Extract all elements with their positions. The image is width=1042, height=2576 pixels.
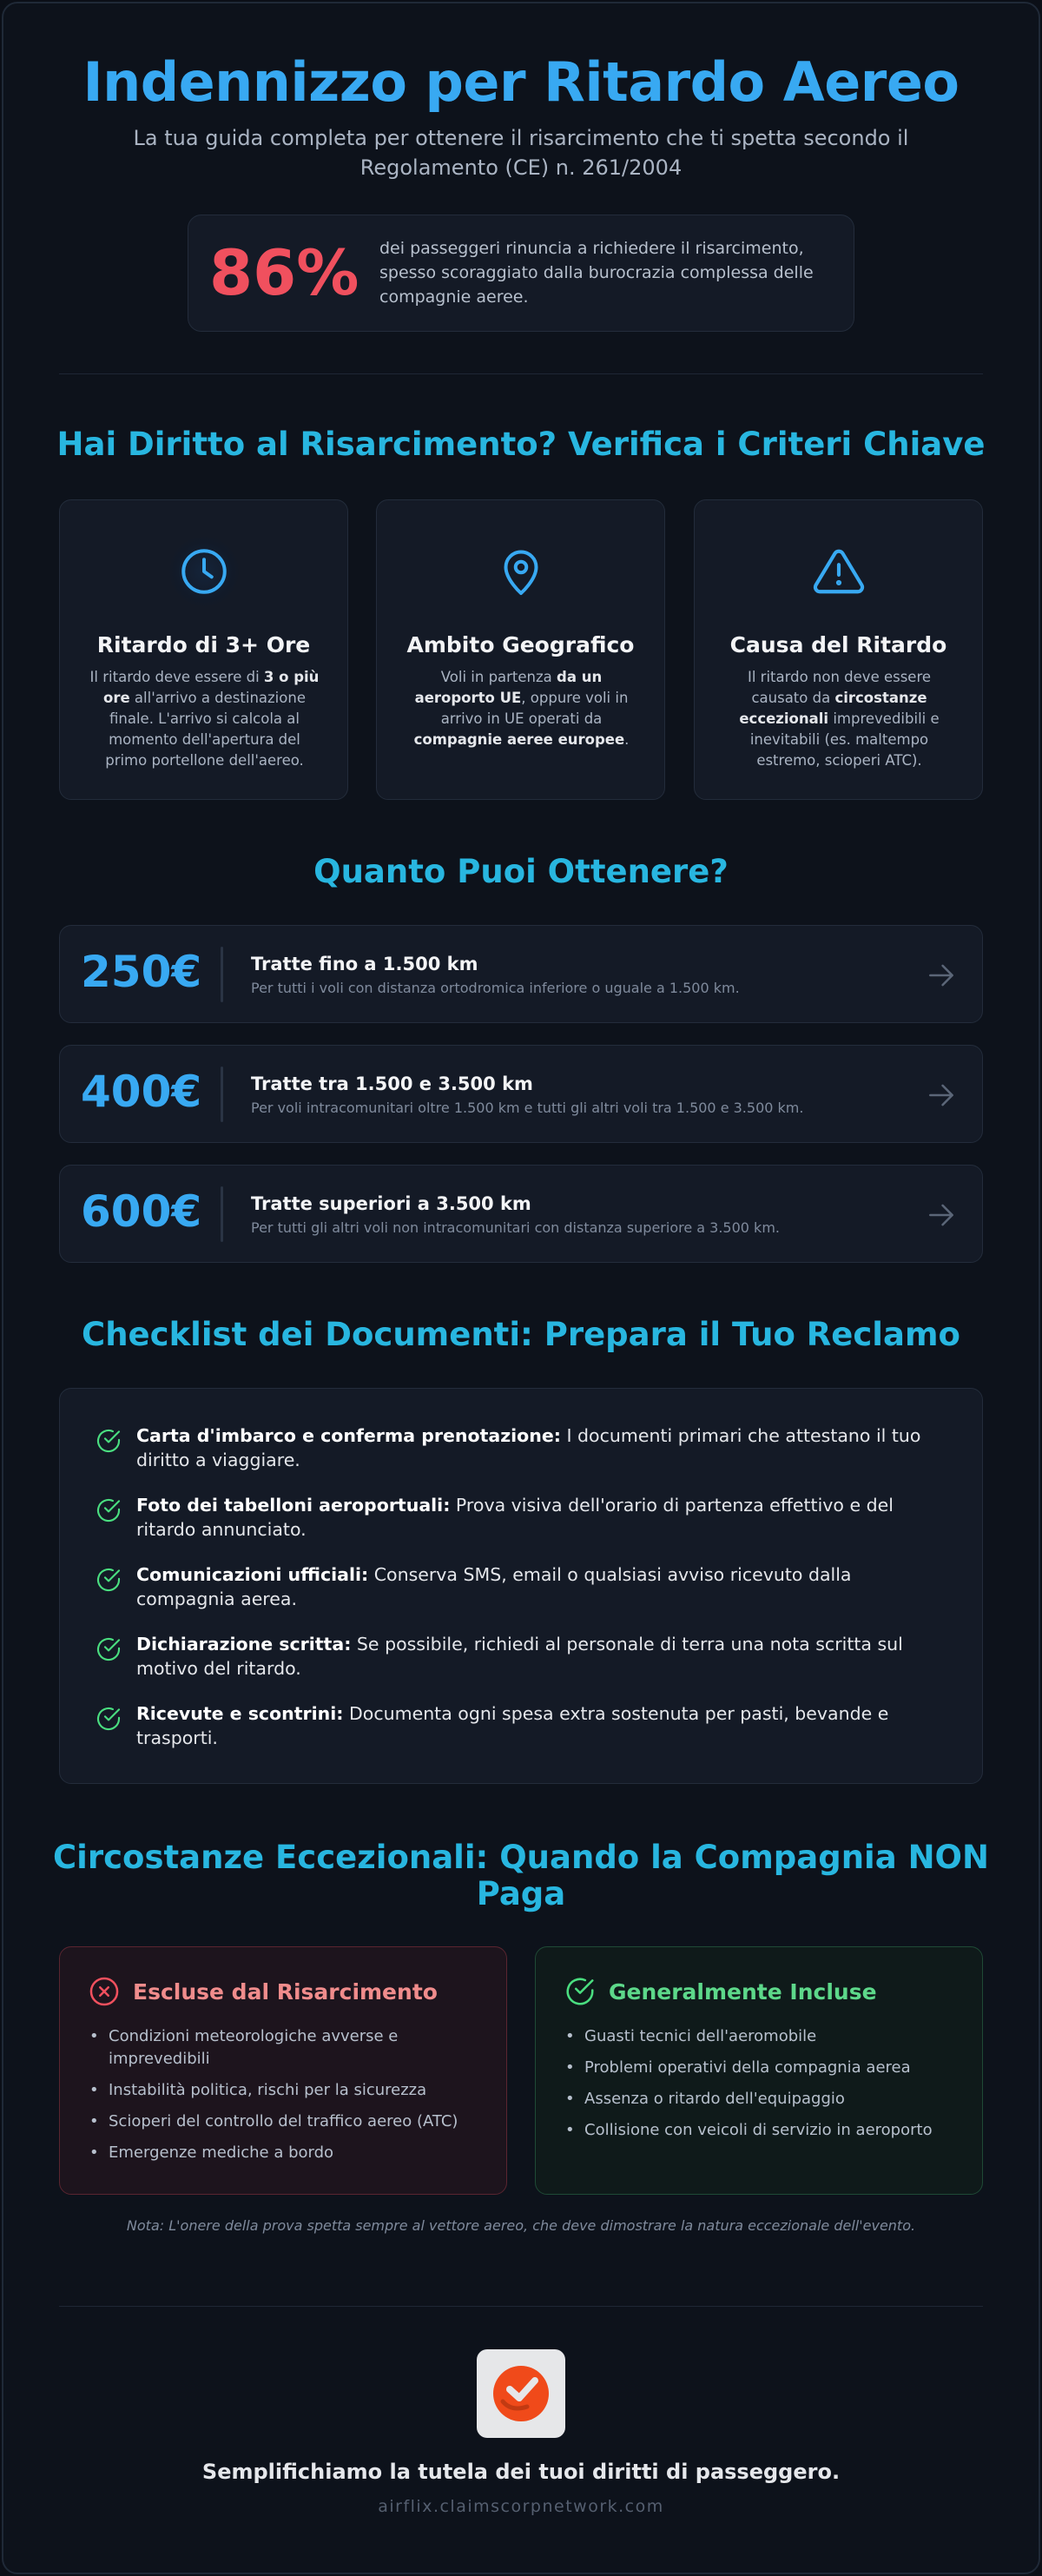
amount-row[interactable] [59, 1165, 983, 1263]
criteria-card-geography [376, 499, 665, 800]
card-text: Voli in partenza da un aeroporto UE, oppure voli in arrivo in UE operati da compagnie aeree europee. [413, 669, 630, 748]
brand-logo[interactable] [477, 2349, 565, 2438]
map-pin-icon [486, 537, 556, 606]
criteria-card-cause [694, 499, 983, 800]
checklist-title: Checklist dei Documenti: Prepara il Tuo Reclamo [82, 1316, 960, 1353]
clock-icon [169, 537, 239, 606]
included-box [535, 1946, 983, 2195]
criteria-card-delay [59, 499, 348, 800]
amount-desc: Per tutti gli altri voli non intracomunitari con distanza superiore a 3.500 km. [251, 1219, 780, 1236]
page-subtitle: La tua guida completa per ottenere il risarcimento che ti spetta secondo il Regolamento (CE) n. 261/2004 [133, 126, 909, 180]
amounts-title: Quanto Puoi Ottenere? [313, 853, 729, 890]
amount-title: Tratte tra 1.500 e 3.500 km [251, 1073, 533, 1094]
amount-desc: Per tutti i voli con distanza ortodromica inferiore o uguale a 1.500 km. [251, 980, 740, 996]
amount-title: Tratte superiori a 3.500 km [251, 1193, 531, 1214]
check-circle-icon [95, 1705, 122, 1733]
check-circle-icon [95, 1427, 122, 1455]
list-item: • Assenza o ritardo dell'equipaggio [564, 2088, 963, 2110]
list-item: • Scioperi del controllo del traffico aereo (ATC) [88, 2110, 487, 2133]
card-text: Il ritardo non deve essere causato da circostanze eccezionali imprevedibili e inevitabili (es. maltempo estremo, scioperi ATC). [739, 669, 940, 769]
stat-text: dei passeggeri rinuncia a richiedere il risarcimento, spesso scoraggiato dalla burocrazia complessa delle compagnie aeree. [379, 239, 814, 307]
amount-row[interactable] [59, 925, 983, 1023]
stat-value: 86% [209, 236, 359, 309]
amount-title: Tratte fino a 1.500 km [251, 954, 478, 974]
check-circle-icon [95, 1635, 122, 1663]
card-text: Il ritardo deve essere di 3 o più ore all'arrivo a destinazione finale. L'arrivo si calcola al momento dell'apertura del primo portellone dell'aereo. [89, 669, 320, 769]
list-item: • Guasti tecnici dell'aeromobile [564, 2025, 963, 2048]
excluded-list [88, 2025, 487, 2173]
check-circle-icon [95, 1496, 122, 1524]
card-title: Causa del Ritardo [729, 632, 947, 657]
amount-separator [221, 1067, 223, 1122]
criteria-title: Hai Diritto al Risarcimento? Verifica i Criteri Chiave [56, 426, 986, 463]
list-item: • Collisione con veicoli di servizio in aeroporto [564, 2119, 963, 2142]
stat-box [188, 215, 854, 332]
arrow-right-icon [925, 959, 958, 992]
check-circle-icon [564, 1975, 597, 2008]
page-title: Indennizzo per Ritardo Aereo [82, 50, 960, 114]
exceptions-title: Circostanze Eccezionali: Quando la Compagnia NON Paga [53, 1839, 989, 1912]
divider [59, 373, 983, 374]
arrow-right-icon [925, 1199, 958, 1232]
excluded-box [59, 1946, 507, 2195]
included-title: Generalmente Incluse [609, 1978, 877, 2005]
list-item: • Emergenze mediche a bordo [88, 2142, 487, 2164]
burden-of-proof-note: Nota: L'onere della prova spetta sempre al vettore aereo, che deve dimostrare la natura eccezionale dell'evento. [126, 2217, 916, 2234]
warning-triangle-icon [804, 537, 874, 606]
amount-separator [221, 947, 223, 1002]
footer-url[interactable]: airflix.claimscorpnetwork.com [378, 2497, 664, 2516]
amount-value: 400€ [81, 1067, 202, 1117]
check-circle-icon [95, 1566, 122, 1594]
card-title: Ritardo di 3+ Ore [96, 632, 311, 657]
included-list [564, 2025, 963, 2150]
list-item: • Instabilità politica, rischi per la sicurezza [88, 2079, 487, 2102]
excluded-title: Escluse dal Risarcimento [133, 1978, 438, 2005]
x-circle-icon [88, 1975, 121, 2008]
footer-tagline: Semplifichiamo la tutela dei tuoi diritti di passeggero. [201, 2460, 841, 2484]
list-item: • Condizioni meteorologiche avverse e imprevedibili [88, 2025, 487, 2071]
amount-row[interactable] [59, 1045, 983, 1143]
amount-value: 250€ [81, 947, 202, 997]
arrow-right-icon [925, 1079, 958, 1112]
document-checklist: Carta d'imbarco e conferma prenotazione: I documenti primari che attestano il tuo diritto a viaggiare. Foto dei tabelloni aeroportuali: Prova visiva dell'orario di partenza effettivo e del ritardo annunciato. Comunicazioni ufficiali: Conserva SMS, email o qualsiasi avviso ricevuto dalla compagnia aerea. Dichiarazione scritta: Se possibile, richiedi al personale di terra una nota scritta sul motivo del ritardo. Ricevute e scontrini: Documenta ogni spesa extra sostenuta per pasti, bevande e trasporti. [59, 1388, 983, 1784]
amount-value: 600€ [81, 1186, 202, 1237]
amount-desc: Per voli intracomunitari oltre 1.500 km e tutti gli altri voli tra 1.500 e 3.500 km. [251, 1100, 804, 1116]
list-item: • Problemi operativi della compagnia aerea [564, 2057, 963, 2079]
divider [59, 2306, 983, 2307]
card-title: Ambito Geografico [406, 632, 635, 657]
amount-separator [221, 1186, 223, 1242]
